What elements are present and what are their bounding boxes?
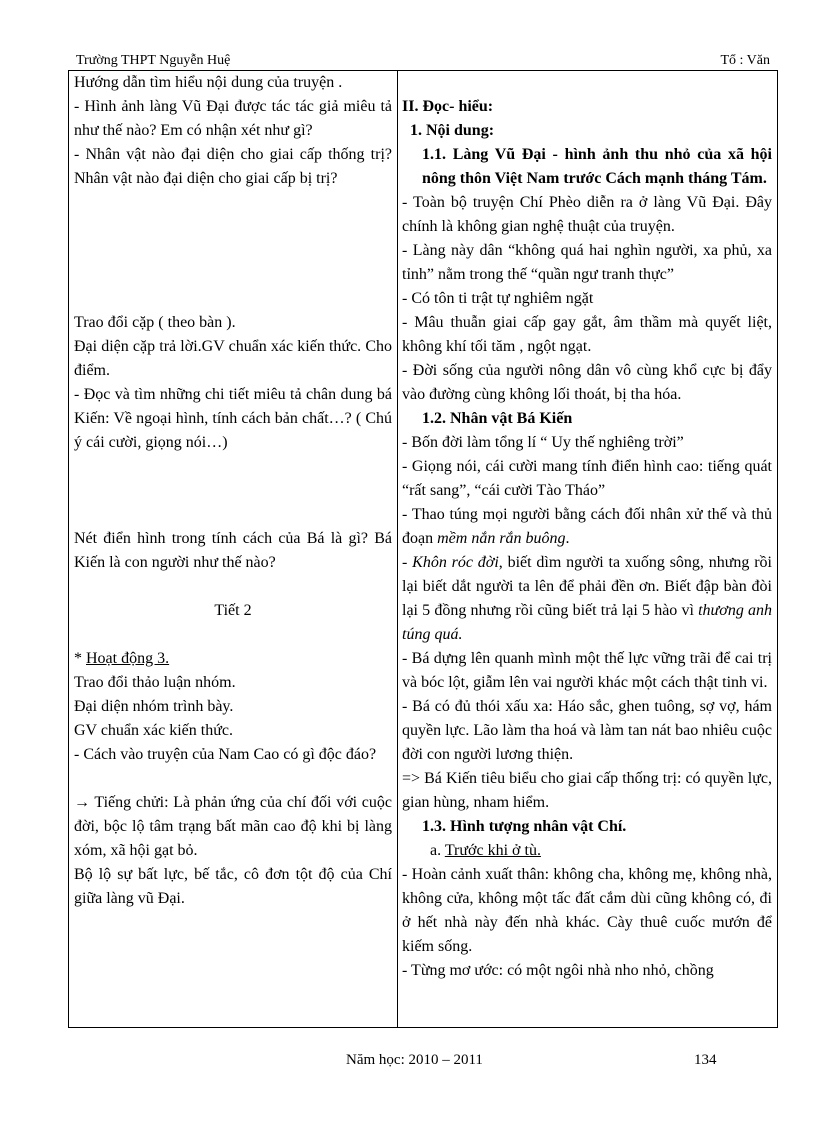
bullet: *: [74, 650, 86, 667]
italic-run: Khôn róc đời: [412, 554, 499, 571]
spacer: [74, 575, 392, 599]
left-line: Hướng dẫn tìm hiểu nội dung của truyện .: [74, 74, 343, 91]
content-line: => Bá Kiến tiêu biểu cho giai cấp thống trị: có quyền lực, gian hùng, nham hiểm.: [402, 770, 772, 811]
content-line: - Bá có đủ thói xấu xa: Háo sắc, ghen tuông, sợ vợ, hám quyền lực. Lão làm tha hoá và làm tan nát bao nhiêu cuộc đời con người lương thiện.: [402, 698, 772, 763]
left-line: Trao đổi thảo luận nhóm.: [74, 674, 236, 691]
left-line: - Hình ảnh làng Vũ Đại được tác tác giả miêu tả như thế nào? Em có nhận xét như gì?: [74, 98, 392, 139]
spacer: [402, 71, 772, 95]
teacher-activity-column: [69, 71, 398, 1027]
content-line: - Từng mơ ước: có một ngôi nhà nho nhỏ, chồng: [402, 962, 714, 979]
left-line: Nét điển hình trong tính cách của Bá là gì? Bá Kiến là con người như thế nào?: [74, 530, 392, 571]
page-header: [76, 52, 770, 71]
content-line: - Bốn đời làm tổng lí “ Uy thế nghiêng trời”: [402, 434, 684, 451]
page-number: 134: [694, 1052, 717, 1068]
left-line: Trao đổi cặp ( theo bàn ).: [74, 314, 236, 331]
school-year: Năm học: 2010 – 2011: [346, 1052, 483, 1068]
spacer: [74, 623, 392, 647]
section-heading: II. Đọc- hiểu:: [402, 98, 494, 115]
topic-heading: 1.2. Nhân vật Bá Kiến: [422, 410, 573, 427]
content-line: - Giọng nói, cái cười mang tính điển hình cao: tiếng quát “rất sang”, “cái cười Tào Tháo”: [402, 458, 772, 499]
italic-run: mềm nắn rắn buông: [437, 530, 566, 547]
left-line: Đại diện nhóm trình bày.: [74, 698, 234, 715]
underlined-run: Trước khi ở tù.: [444, 842, 541, 859]
department-name: Tổ : Văn: [720, 53, 770, 68]
activity-heading: Hoạt động 3.: [86, 650, 170, 667]
spacer: [74, 455, 392, 527]
text-run: -: [402, 554, 413, 571]
content-line: [402, 503, 772, 551]
left-line: Bộ lộ sự bất lực, bế tắc, cô đơn tột độ của Chí giữa làng vũ Đại.: [74, 866, 392, 907]
content-line: - Toàn bộ truyện Chí Phèo diễn ra ở làng Vũ Đại. Đây chính là không gian nghệ thuật của truyện.: [402, 194, 772, 235]
content-line: - Bá dựng lên quanh mình một thế lực vững trãi để cai trị và bóc lột, giẫm lên vai người khác một cách thật tinh vi.: [402, 650, 772, 691]
content-line: - Mâu thuẫn giai cấp gay gắt, âm thầm mà quyết liệt, không khí tối tăm , ngột ngạt.: [402, 314, 772, 355]
lesson-period: Tiết 2: [214, 602, 252, 619]
spacer: [74, 191, 392, 311]
content-line: - Có tôn ti trật tự nghiêm ngặt: [402, 290, 594, 307]
content-line: - Đời sống của người nông dân vô cùng khổ cực bị đẩy vào đường cùng không lối thoát, bị tha hóa.: [402, 362, 772, 403]
content-line: - Làng này dân “không quá hai nghìn người, xa phủ, xa tỉnh” nằm trong thế “quần ngư tranh thực”: [402, 242, 772, 283]
left-line: - Nhân vật nào đại diện cho giai cấp thống trị? Nhân vật nào đại diện cho giai cấp bị trị?: [74, 146, 392, 187]
left-line: Đại diện cặp trả lời.GV chuẩn xác kiến thức. Cho điểm.: [74, 338, 392, 379]
topic-heading: 1.1. Làng Vũ Đại - hình ảnh thu nhỏ của xã hội nông thôn Việt Nam trước Cách mạnh tháng Tám.: [422, 146, 772, 187]
text-run: .: [565, 530, 570, 547]
italic-run: thương anh túng quá.: [402, 602, 772, 643]
left-line: GV chuẩn xác kiến thức.: [74, 722, 233, 739]
content-column: [398, 71, 777, 1027]
text-run: - Thao túng mọi người bằng cách đối nhân xử thế và thủ đoạn: [402, 506, 772, 547]
spacer: [74, 767, 392, 791]
left-line: - Đọc và tìm những chi tiết miêu tả chân dung bá Kiến: Về ngoại hình, tính cách bản chất…? ( Chú ý cái cười, giọng nói…): [74, 386, 392, 451]
text-run: , biết dìm người ta xuống sông, nhưng rồi lại biết dắt người ta lên để phải đền ơn. Biết đập bàn đòi lại 5 đồng nhưng rồi cũng biết trả lại 5 hào vì: [402, 554, 773, 619]
content-line: - Hoàn cảnh xuất thân: không cha, không mẹ, không nhà, không cửa, không một tấc đất cắm dùi cũng không có, đi ở hết nhà này đến nhà khác. Cày thuê cuốc mướn để kiếm sống.: [402, 866, 772, 955]
text-run: a.: [430, 842, 445, 859]
content-line: [402, 839, 772, 863]
topic-heading: 1.3. Hình tượng nhân vật Chí.: [422, 818, 627, 835]
lesson-table: [68, 70, 778, 1028]
left-line: → Tiếng chửi: Là phản ứng của chí đối với cuộc đời, bộc lộ tâm trạng bất mãn cao độ khi bị làng xóm, xã hội gạt bỏ.: [74, 794, 392, 859]
content-line: [402, 551, 772, 647]
school-name: Trường THPT Nguyễn Huệ: [76, 53, 231, 68]
subsection-heading: 1. Nội dung:: [410, 122, 495, 139]
left-line: - Cách vào truyện của Nam Cao có gì độc đáo?: [74, 746, 377, 763]
left-line: [74, 647, 392, 671]
